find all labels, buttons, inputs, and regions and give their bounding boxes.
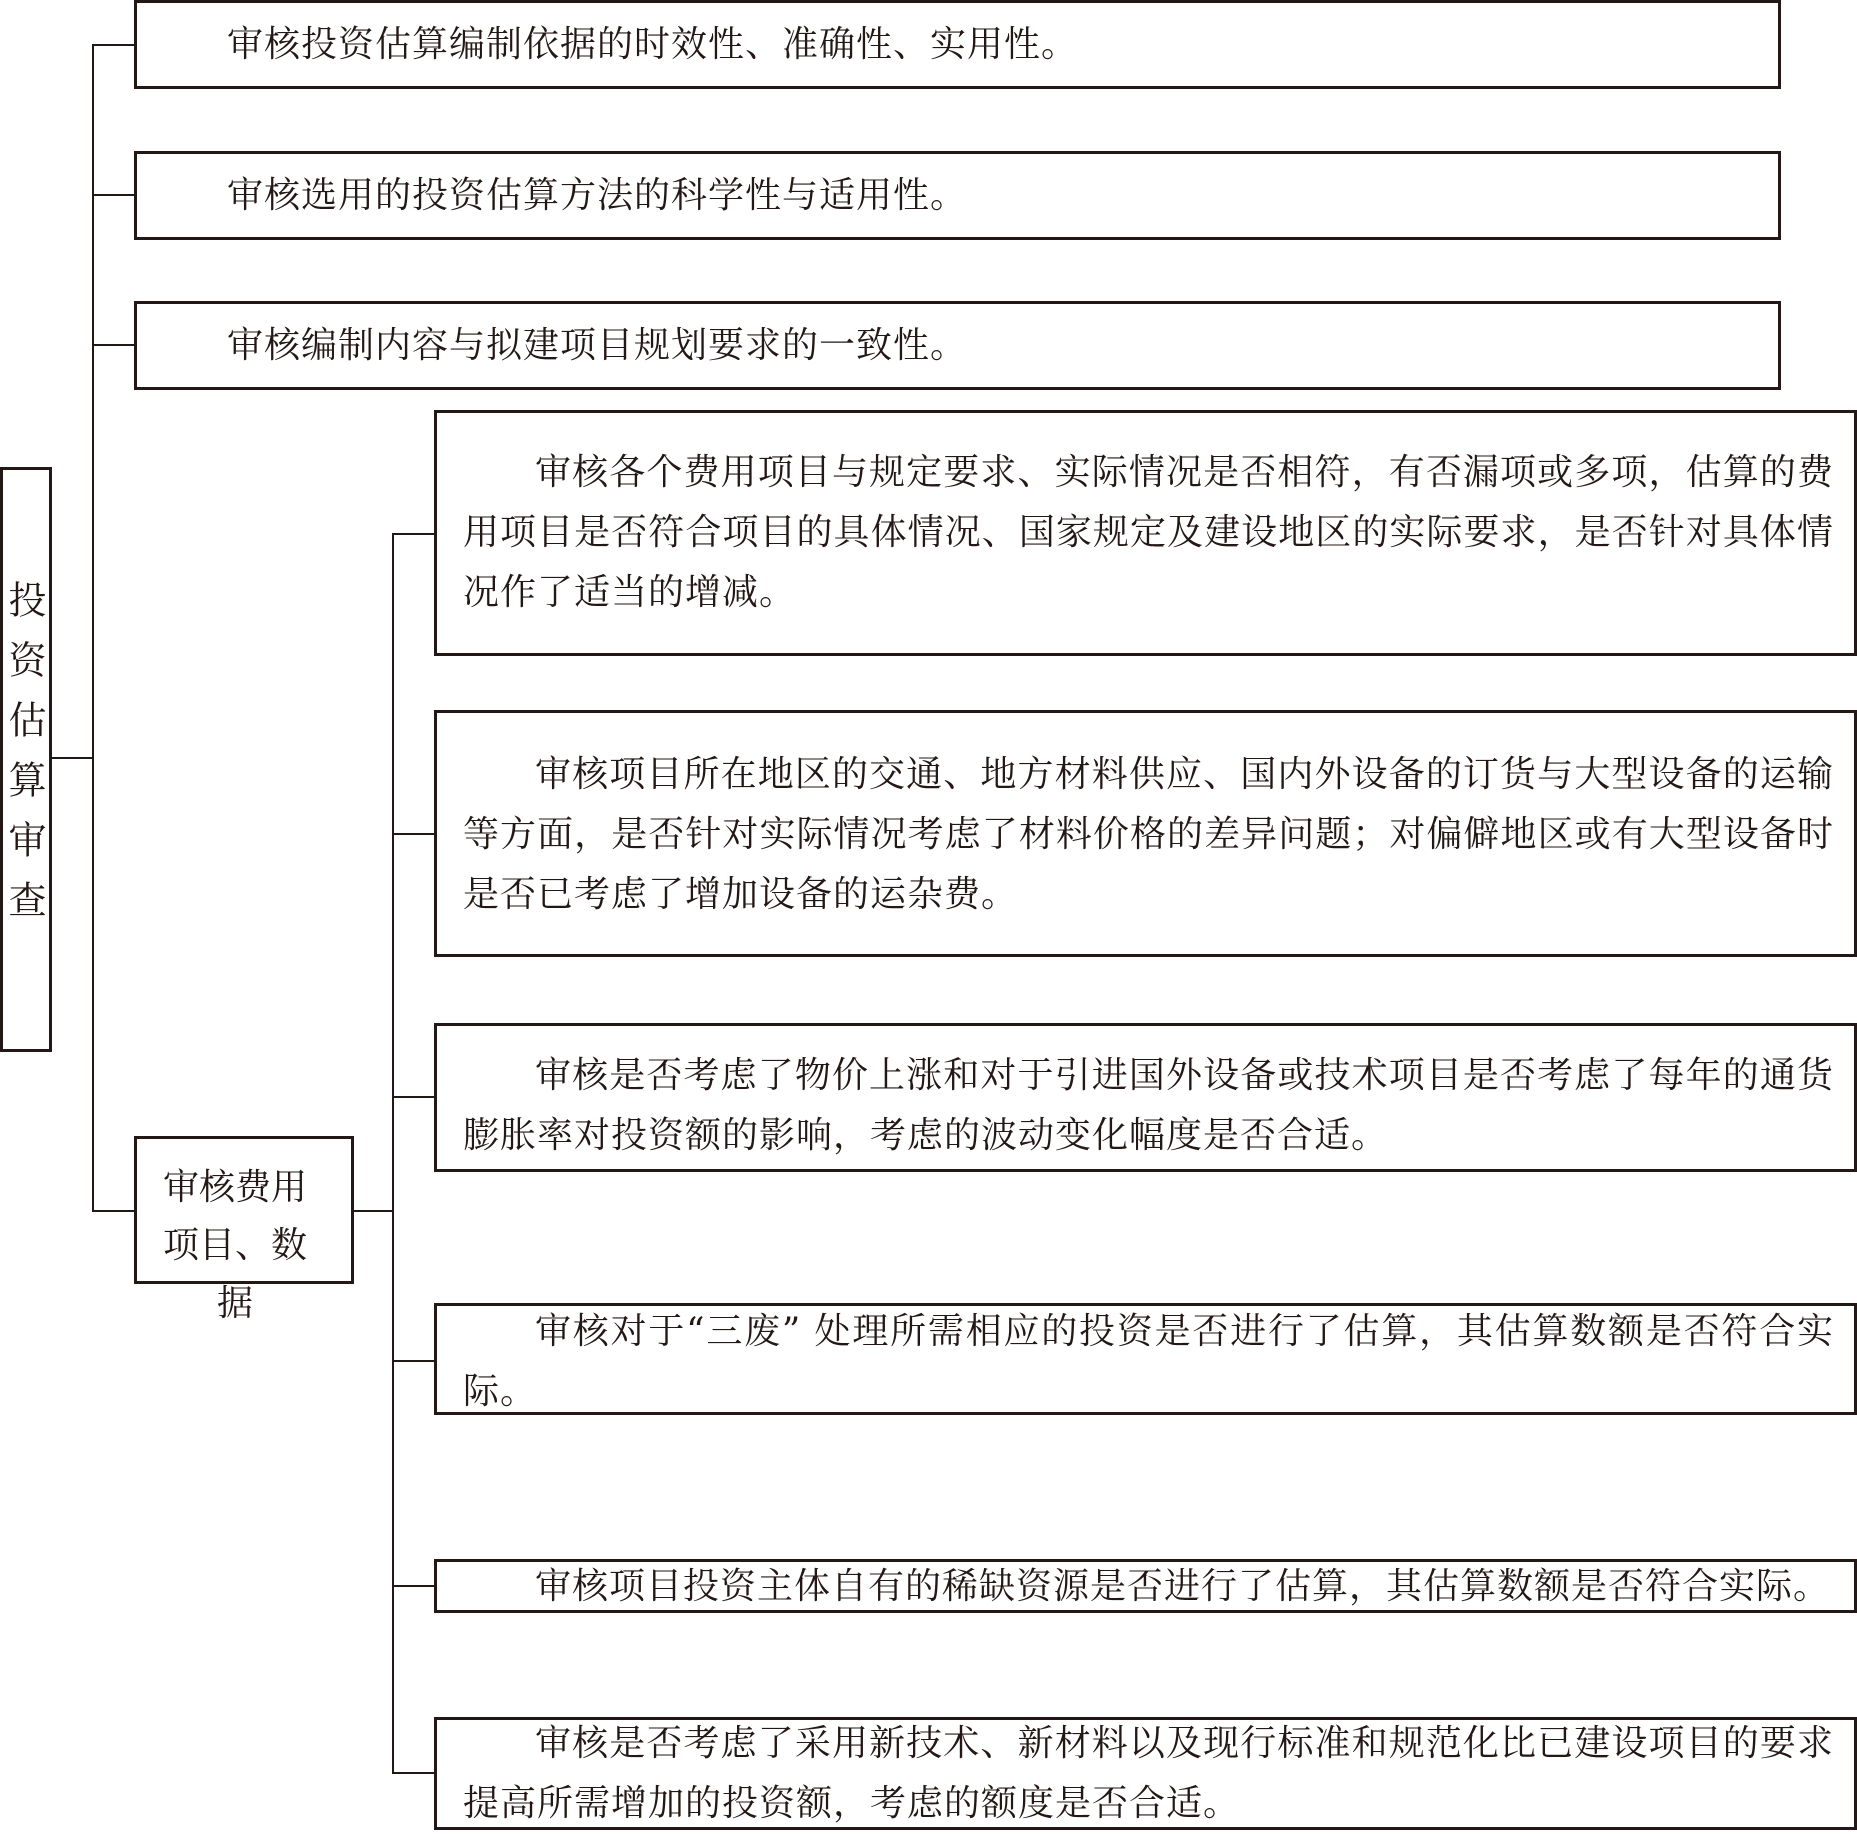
sub-item-4 xyxy=(434,1303,1857,1415)
branch-top-2 xyxy=(92,194,136,196)
connector-mid xyxy=(354,1210,394,1212)
sub-item-2 xyxy=(434,710,1857,957)
sub-item-6 xyxy=(434,1717,1857,1830)
top-item-2 xyxy=(134,151,1781,240)
mid-node-label xyxy=(155,1159,315,1333)
top-item-3-text: 审核编制内容与拟建项目规划要求的一致性。 xyxy=(227,324,968,366)
sub-item-1-text: 审核各个费用项目与规定要求、实际情况是否相符，有否漏项或多项，估算的费用项目是否符合项目的具体情况、国家规定及建设地区的实际要求，是否针对具体情况作了适当的增减。 xyxy=(463,452,1834,613)
branch-top-1 xyxy=(92,44,136,46)
root-node xyxy=(0,467,52,1052)
branch-sub-4 xyxy=(392,1360,436,1362)
sub-item-4-text: 审核对于“三废” 处理所需相应的投资是否进行了估算，其估算数额是否符合实际。 xyxy=(463,1311,1834,1412)
top-item-1 xyxy=(134,0,1781,89)
branch-top-3 xyxy=(92,344,136,346)
sub-item-3-text: 审核是否考虑了物价上涨和对于引进国外设备或技术项目是否考虑了每年的通货膨胀率对投资额的影响，考虑的波动变化幅度是否合适。 xyxy=(463,1055,1834,1156)
mid-node-line2: 项目、数据 xyxy=(162,1225,307,1324)
branch-sub-3 xyxy=(392,1096,436,1098)
top-item-1-text: 审核投资估算编制依据的时效性、准确性、实用性。 xyxy=(227,23,1079,65)
main-spine xyxy=(92,44,94,1212)
sub-item-6-text: 审核是否考虑了采用新技术、新材料以及现行标准和规范化比已建设项目的要求提高所需增加的投资额，考虑的额度是否合适。 xyxy=(463,1723,1834,1824)
top-item-2-text: 审核选用的投资估算方法的科学性与适用性。 xyxy=(227,174,968,216)
sub-item-3 xyxy=(434,1023,1857,1172)
sub-item-1 xyxy=(434,410,1857,656)
branch-sub-2 xyxy=(392,833,436,835)
branch-sub-5 xyxy=(392,1585,436,1587)
top-item-3 xyxy=(134,301,1781,390)
sub-spine xyxy=(392,533,394,1773)
mid-node xyxy=(134,1136,354,1324)
mid-node-line1: 审核费用 xyxy=(162,1167,307,1208)
branch-mid xyxy=(92,1210,136,1212)
root-label: 投资估算审查 xyxy=(2,580,46,940)
sub-item-5-text: 审核项目投资主体自有的稀缺资源是否进行了估算，其估算数额是否符合实际。 xyxy=(535,1566,1831,1607)
branch-sub-1 xyxy=(392,533,436,535)
branch-sub-6 xyxy=(392,1772,436,1774)
connector-root xyxy=(52,757,94,759)
sub-item-2-text: 审核项目所在地区的交通、地方材料供应、国内外设备的订货与大型设备的运输等方面，是否针对实际情况考虑了材料价格的差异问题；对偏僻地区或有大型设备时是否已考虑了增加设备的运杂费。 xyxy=(463,754,1834,915)
sub-item-5 xyxy=(434,1559,1857,1613)
